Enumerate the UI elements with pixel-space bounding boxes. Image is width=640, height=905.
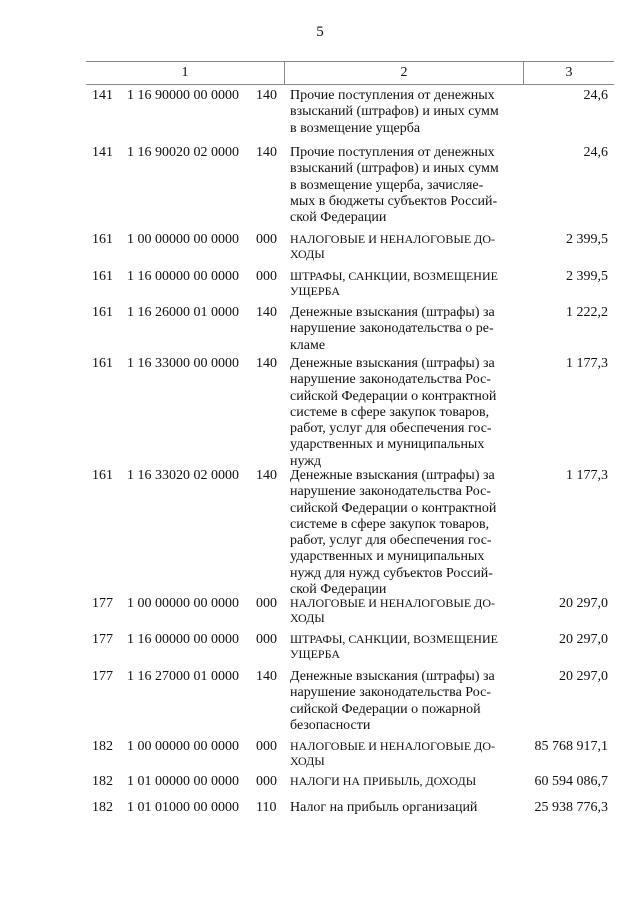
income-name-line: кламе xyxy=(290,337,326,353)
income-name-line: Денежные взыскания (штрафы) за xyxy=(290,669,495,684)
admin-code: 161 xyxy=(92,468,113,483)
subtype-code: 140 xyxy=(256,356,277,371)
subtype-code: 000 xyxy=(256,232,277,247)
income-name-line: сийской Федерации о контрактной xyxy=(290,388,497,404)
income-name-line: ХОДЫ xyxy=(290,247,325,261)
amount: 1 222,2 xyxy=(566,305,608,320)
income-name-line: системе в сфере закупок товаров, xyxy=(290,404,490,420)
admin-code: 141 xyxy=(92,145,113,160)
admin-code: 161 xyxy=(92,269,113,284)
amount: 20 297,0 xyxy=(559,596,608,611)
admin-code: 182 xyxy=(92,774,113,789)
amount: 25 938 776,3 xyxy=(534,800,608,815)
admin-code: 141 xyxy=(92,88,113,103)
income-name xyxy=(290,88,518,137)
income-name-line: ской Федерации xyxy=(290,210,387,226)
income-code: 1 01 00000 00 0000 xyxy=(127,774,239,789)
income-name-line: системе в сфере закупок товаров, xyxy=(290,516,490,532)
income-name-line: в возмещение ущерба xyxy=(290,120,421,136)
income-name-line: взысканий (штрафов) и иных сумм xyxy=(290,104,499,120)
amount: 20 297,0 xyxy=(559,669,608,684)
income-name-line: ской Федерации xyxy=(290,582,387,598)
subtype-code: 140 xyxy=(256,669,277,684)
income-name-line: ударственных и муниципальных xyxy=(290,549,485,565)
admin-code: 182 xyxy=(92,800,113,815)
admin-code: 161 xyxy=(92,356,113,371)
admin-code: 177 xyxy=(92,669,113,684)
income-name-line: Налог на прибыль организаций xyxy=(290,800,478,815)
income-code: 1 16 26000 01 0000 xyxy=(127,305,239,320)
income-code: 1 00 00000 00 0000 xyxy=(127,232,239,247)
amount: 2 399,5 xyxy=(566,232,608,247)
admin-code: 177 xyxy=(92,632,113,647)
admin-code: 161 xyxy=(92,305,113,320)
header-col-1: 1 xyxy=(86,62,285,84)
income-name xyxy=(290,305,518,354)
income-name-line: сийской Федерации о контрактной xyxy=(290,500,497,516)
amount: 2 399,5 xyxy=(566,269,608,284)
income-code: 1 00 00000 00 0000 xyxy=(127,739,239,754)
page-number: 5 xyxy=(316,24,324,40)
amount: 1 177,3 xyxy=(566,356,608,371)
subtype-code: 000 xyxy=(256,774,277,789)
income-name-line: ХОДЫ xyxy=(290,754,325,768)
table-header xyxy=(86,61,614,85)
subtype-code: 140 xyxy=(256,305,277,320)
income-code: 1 01 01000 00 0000 xyxy=(127,800,239,815)
subtype-code: 000 xyxy=(256,269,277,284)
admin-code: 161 xyxy=(92,232,113,247)
income-name-line: НАЛОГОВЫЕ И НЕНАЛОГОВЫЕ ДО- xyxy=(290,739,495,753)
income-name-line: безопасности xyxy=(290,717,371,733)
income-name-line: в возмещение ущерба, зачисляе- xyxy=(290,177,484,193)
income-code: 1 16 33000 00 0000 xyxy=(127,356,239,371)
income-code: 1 16 90000 00 0000 xyxy=(127,88,239,103)
subtype-code: 140 xyxy=(256,468,277,483)
income-name xyxy=(290,468,518,598)
income-name-line: Денежные взыскания (штрафы) за xyxy=(290,305,495,320)
income-name-line: ШТРАФЫ, САНКЦИИ, ВОЗМЕЩЕНИЕ xyxy=(290,269,498,283)
income-name-line: УЩЕРБА xyxy=(290,284,341,298)
income-name-line: работ, услуг для обеспечения гос- xyxy=(290,533,492,549)
amount: 20 297,0 xyxy=(559,632,608,647)
header-col-2: 2 xyxy=(285,62,524,84)
income-code: 1 16 90020 02 0000 xyxy=(127,145,239,160)
income-name xyxy=(290,739,518,769)
income-name-line: нарушение законодательства Рос- xyxy=(290,484,491,500)
income-name-line: Денежные взыскания (штрафы) за xyxy=(290,468,495,483)
income-name-line: нарушение законодательства Рос- xyxy=(290,372,491,388)
income-name-line: Денежные взыскания (штрафы) за xyxy=(290,356,495,371)
income-code: 1 00 00000 00 0000 xyxy=(127,596,239,611)
subtype-code: 000 xyxy=(256,632,277,647)
amount: 60 594 086,7 xyxy=(534,774,608,789)
income-name xyxy=(290,632,518,662)
income-name xyxy=(290,356,518,470)
subtype-code: 140 xyxy=(256,88,277,103)
income-name-line: нужд xyxy=(290,453,322,469)
subtype-code: 110 xyxy=(256,800,277,815)
income-name-line: нарушение законодательства о ре- xyxy=(290,321,494,337)
income-name-line: ударственных и муниципальных xyxy=(290,437,485,453)
income-name xyxy=(290,800,518,816)
income-code: 1 16 00000 00 0000 xyxy=(127,632,239,647)
income-code: 1 16 00000 00 0000 xyxy=(127,269,239,284)
income-name-line: НАЛОГОВЫЕ И НЕНАЛОГОВЫЕ ДО- xyxy=(290,232,495,246)
income-name-line: УЩЕРБА xyxy=(290,647,341,661)
income-name xyxy=(290,596,518,626)
income-name-line: нарушение законодательства Рос- xyxy=(290,685,491,701)
income-name xyxy=(290,669,518,734)
amount: 85 768 917,1 xyxy=(534,739,608,754)
amount: 1 177,3 xyxy=(566,468,608,483)
subtype-code: 000 xyxy=(256,739,277,754)
income-name-line: взысканий (штрафов) и иных сумм xyxy=(290,161,499,177)
income-name xyxy=(290,232,518,262)
income-name-line: ХОДЫ xyxy=(290,611,325,625)
income-code: 1 16 27000 01 0000 xyxy=(127,669,239,684)
header-col-3: 3 xyxy=(565,65,573,80)
income-name xyxy=(290,145,518,226)
income-name-line: НАЛОГИ НА ПРИБЫЛЬ, ДОХОДЫ xyxy=(290,774,477,788)
income-name-line: нужд для нужд субъектов Россий- xyxy=(290,565,493,581)
income-code: 1 16 33020 02 0000 xyxy=(127,468,239,483)
subtype-code: 000 xyxy=(256,596,277,611)
income-name-line: работ, услуг для обеспечения гос- xyxy=(290,421,492,437)
income-name-line: сийской Федерации о пожарной xyxy=(290,701,481,717)
income-name-line: ШТРАФЫ, САНКЦИИ, ВОЗМЕЩЕНИЕ xyxy=(290,632,498,646)
income-name-line: НАЛОГОВЫЕ И НЕНАЛОГОВЫЕ ДО- xyxy=(290,596,495,610)
amount: 24,6 xyxy=(583,88,608,103)
income-name xyxy=(290,774,518,789)
subtype-code: 140 xyxy=(256,145,277,160)
income-name-line: Прочие поступления от денежных xyxy=(290,88,495,103)
income-name-line: Прочие поступления от денежных xyxy=(290,145,495,160)
admin-code: 182 xyxy=(92,739,113,754)
amount: 24,6 xyxy=(583,145,608,160)
income-name-line: мых в бюджеты субъектов Россий- xyxy=(290,193,498,209)
income-name xyxy=(290,269,518,299)
admin-code: 177 xyxy=(92,596,113,611)
